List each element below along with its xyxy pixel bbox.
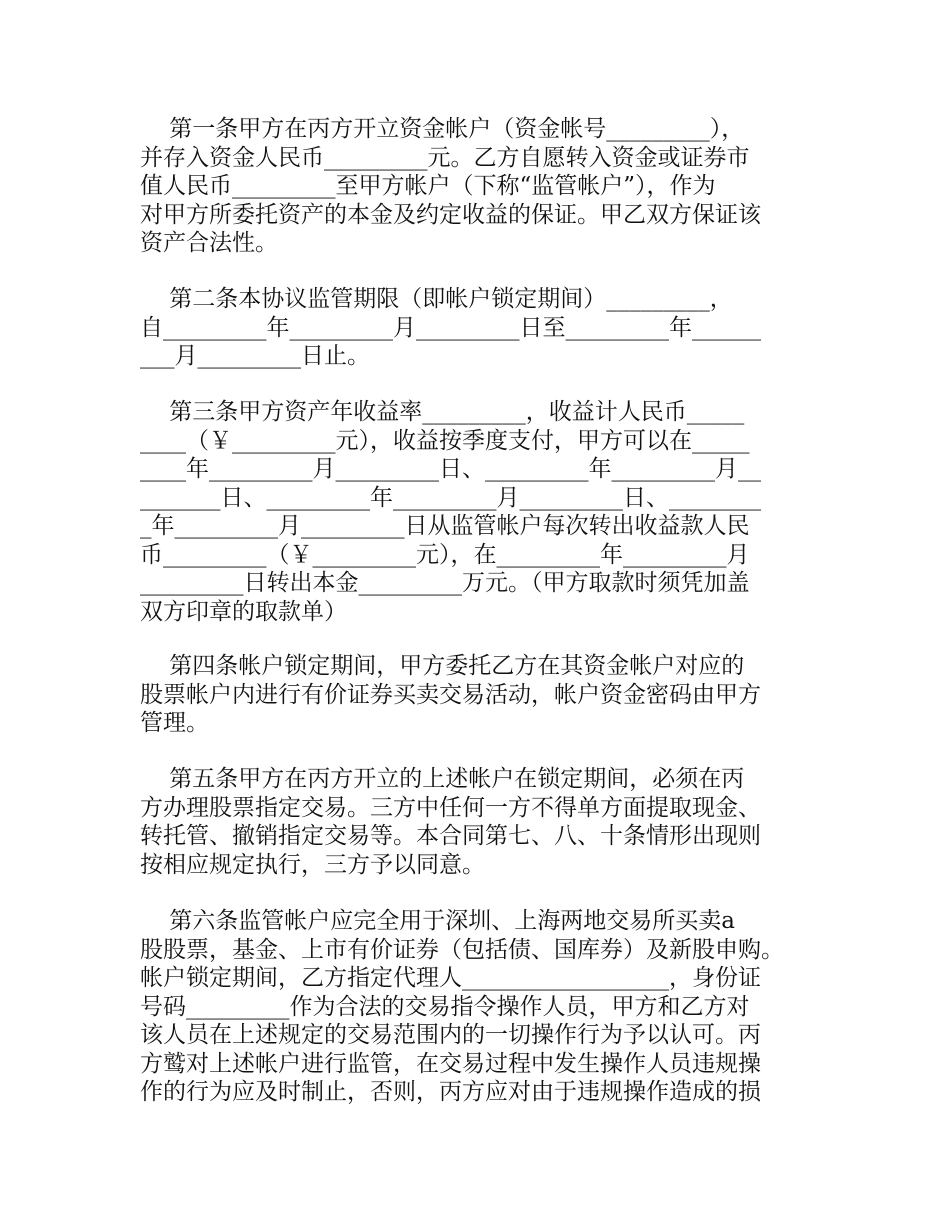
article-line: 该人员在上述规定的交易范围内的一切操作行为予以认可。丙 bbox=[140, 1022, 761, 1048]
article-line: 转托管、撤销指定交易等。本合同第七、八、十条情形出现则 bbox=[140, 823, 761, 849]
article-line: 第四条帐户锁定期间，甲方委托乙方在其资金帐户对应的 bbox=[140, 653, 745, 679]
article-line: 第五条甲方在丙方开立的上述帐户在锁定期间，必须在丙 bbox=[140, 766, 745, 792]
article-line: ____（￥_________元），收益按季度支付，甲方可以在_____ bbox=[140, 427, 750, 454]
article-line: 对甲方所委托资产的本金及约定收益的保证。甲乙双方保证该 bbox=[140, 201, 761, 228]
article-line: 方鹫对上述帐户进行监管，在交易过程中发生操作人员违规操 bbox=[140, 1050, 761, 1077]
article-line: 双方印章的取款单） bbox=[140, 598, 347, 625]
article-5 bbox=[140, 765, 820, 879]
article-line: 方办理股票指定交易。三方中任何一方不得单方面提取现金、 bbox=[140, 794, 761, 821]
article-line: 帐户锁定期间，乙方指定代理人__________________，身份证 bbox=[140, 965, 761, 991]
article-6 bbox=[140, 907, 820, 1107]
article-line: ___月_________日止。 bbox=[140, 343, 370, 369]
article-line: 资产合法性。 bbox=[140, 230, 278, 256]
article-line: 按相应规定执行，三方予以同意。 bbox=[140, 851, 485, 878]
article-line: _________日转出本金_________万元。（甲方取款时须凭加盖 bbox=[140, 570, 750, 596]
article-2 bbox=[140, 285, 820, 371]
article-line: 号码_________作为合法的交易指令操作人员，甲方和乙方对 bbox=[140, 993, 750, 1020]
article-line: 币_________（￥_________元），在_________年_________月 bbox=[140, 541, 750, 568]
article-line: 管理。 bbox=[140, 710, 209, 736]
article-line: 第二条本协议监管期限（即帐户锁定期间）_________， bbox=[140, 286, 733, 312]
article-line: _______日、_________年_________月_________日、________ bbox=[140, 484, 761, 511]
article-line: 自_________年_________月_________日至_________年______ bbox=[140, 314, 761, 341]
article-line: 值人民币_________至甲方帐户（下称“监管帐户”），作为 bbox=[140, 173, 716, 199]
article-1 bbox=[140, 115, 820, 258]
article-line: _年_________月_________日从监管帐户每次转出收益款人民 bbox=[140, 513, 750, 539]
article-line: 股股票，基金、上市有价证券（包括债、国库券）及新股申购。 bbox=[140, 936, 784, 963]
article-line: 第六条监管帐户应完全用于深圳、上海两地交易所买卖a bbox=[140, 908, 735, 934]
article-3 bbox=[140, 398, 820, 626]
article-line: 作的行为应及时制止，否则，丙方应对由于违规操作造成的损 bbox=[140, 1079, 761, 1105]
article-4 bbox=[140, 652, 820, 738]
article-line: 并存入资金人民币_________元。乙方自愿转入资金或证券市 bbox=[140, 144, 750, 171]
article-line: 第一条甲方在丙方开立资金帐户（资金帐号_________）， bbox=[140, 116, 745, 142]
article-line: 第三条甲方资产年收益率_________，收益计人民币_____ bbox=[140, 399, 745, 425]
article-line: 股票帐户内进行有价证券买卖交易活动，帐户资金密码由甲方 bbox=[140, 681, 761, 708]
article-line: ____年_________月_________日、_________年_________月__ bbox=[140, 456, 761, 482]
